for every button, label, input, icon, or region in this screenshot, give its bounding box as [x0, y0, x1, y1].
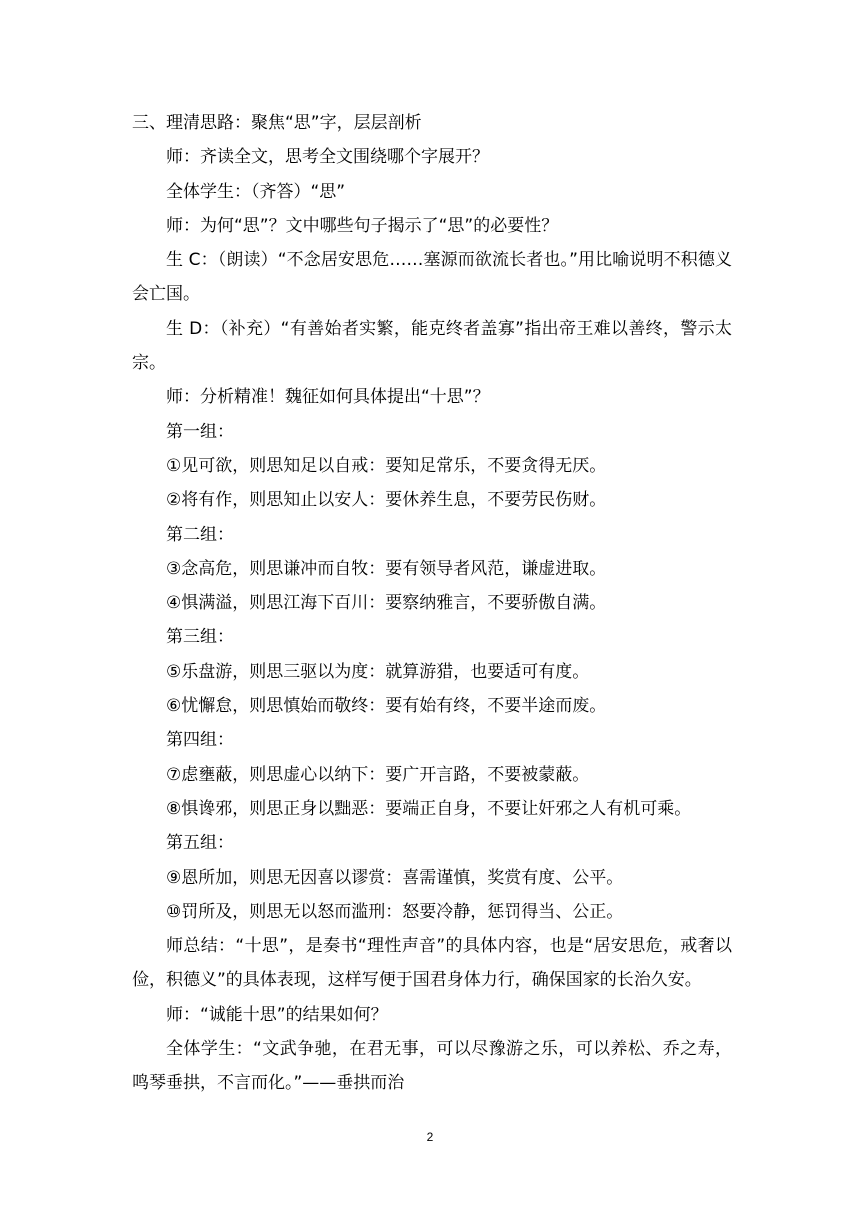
dialogue-line: 师总结：“十思”，是奏书“理性声音”的具体内容，也是“居安思危，戒奢以俭，积德义”的具体表现，这样写便于国君身体力行，确保国家的长治久安。 [132, 936, 732, 991]
group-label: 第一组： [166, 421, 234, 442]
group-label: 第二组： [166, 524, 234, 545]
dialogue-line: 师：为何“思”？文中哪些句子揭示了“思”的必要性？ [166, 215, 559, 236]
page-number: 2 [426, 1130, 434, 1144]
dialogue-line: 生 D：（补充）“有善始者实繁，能克终者盖寡”指出帝王难以善终，警示太宗。 [132, 318, 732, 374]
list-item: ①见可欲，则思知足以自戒：要知足常乐，不要贪得无厌。 [166, 455, 607, 476]
list-item: ⑨恩所加，则思无因喜以谬赏：喜需谨慎，奖赏有度、公平。 [166, 867, 624, 888]
list-item: ②将有作，则思知止以安人：要休养生息，不要劳民伤财。 [166, 490, 607, 511]
dialogue-line: 全体学生：“文武争驰，在君无事，可以尽豫游之乐，可以养松、乔之寿，鸣琴垂拱，不言而化。”——垂拱而治 [132, 1039, 732, 1094]
list-item: ⑤乐盘游，则思三驱以为度：就算游猎，也要适可有度。 [166, 661, 590, 682]
section-heading: 三、理清思路：聚焦“思”字，层层剖析 [132, 113, 422, 133]
group-label: 第四组： [166, 730, 234, 751]
dialogue-line: 生 C：（朗读）“不念居安思危……塞源而欲流长者也。”用比喻说明不积德义会亡国。 [132, 250, 732, 305]
group-label: 第五组： [166, 833, 234, 854]
list-item: ③念高危，则思谦冲而自牧：要有领导者风范，谦虚进取。 [166, 558, 607, 579]
dialogue-line: 师：“诚能十思”的结果如何？ [166, 1004, 388, 1025]
list-item: ⑩罚所及，则思无以怒而滥刑：怒要冷静，惩罚得当、公正。 [166, 901, 624, 922]
list-item: ⑦虑壅蔽，则思虚心以纳下：要广开言路，不要被蒙蔽。 [166, 764, 590, 785]
list-item: ④惧满溢，则思江海下百川：要察纳雅言，不要骄傲自满。 [166, 593, 607, 614]
list-item: ⑥忧懈怠，则思慎始而敬终：要有始有终，不要半途而废。 [166, 696, 607, 717]
dialogue-line: 师：齐读全文，思考全文围绕哪个字展开？ [166, 147, 489, 168]
dialogue-line: 师：分析精准！魏征如何具体提出“十思”？ [166, 387, 490, 408]
dialogue-line: 全体学生：（齐答）“思” [166, 181, 346, 202]
list-item: ⑧惧谗邪，则思正身以黜恶：要端正自身，不要让奸邪之人有机可乘。 [166, 798, 692, 819]
document-body [132, 106, 732, 1101]
group-label: 第三组： [166, 627, 234, 648]
